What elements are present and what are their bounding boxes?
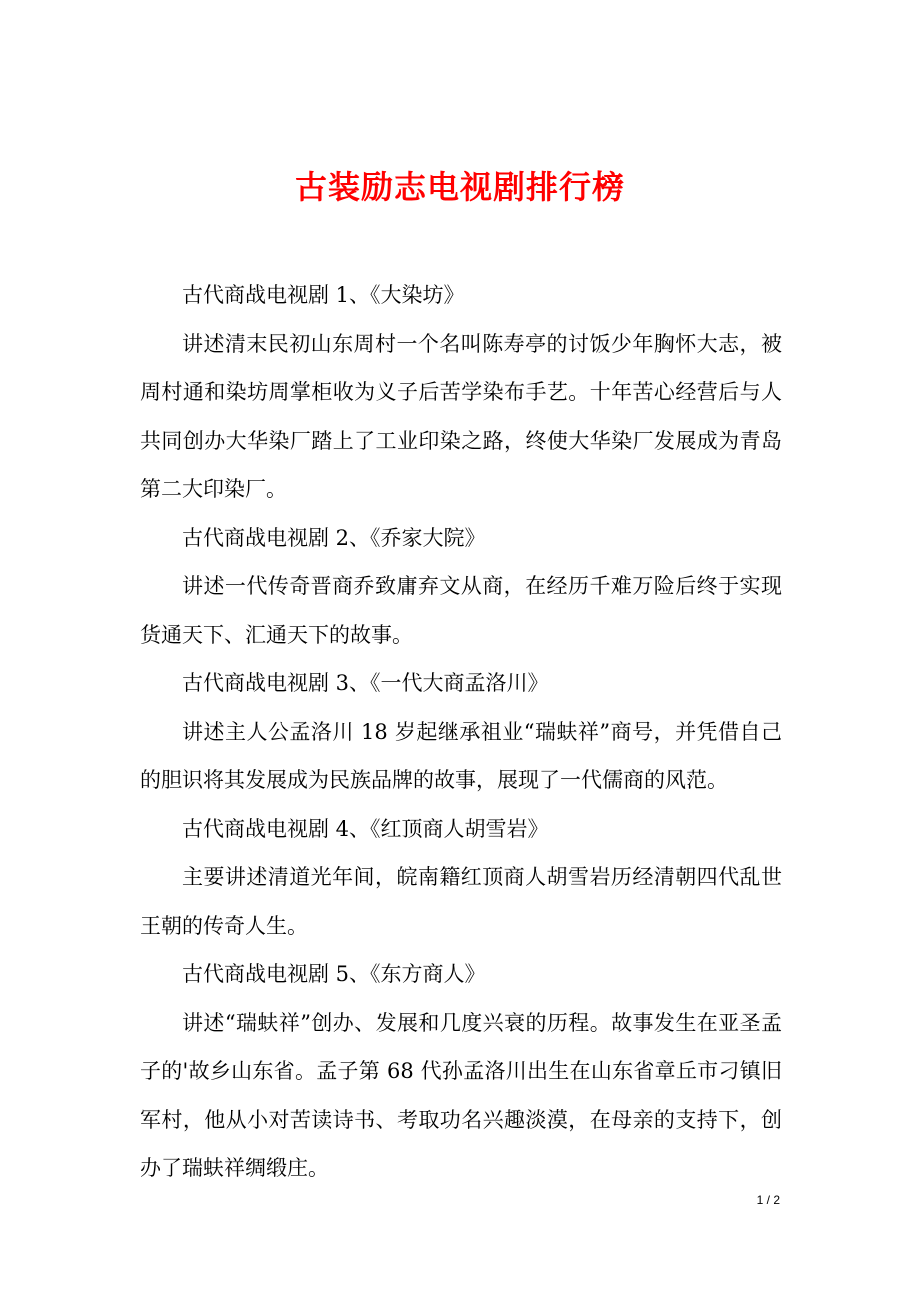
section-heading-1: 古代商战电视剧 1、《大染坊》 bbox=[182, 283, 465, 307]
section-heading-4: 古代商战电视剧 4、《红顶商人胡雪岩》 bbox=[182, 816, 549, 841]
section-body-2: 讲述一代传奇晋商乔致庸弃文从商，在经历千难万险后终于实现货通天下、汇通天下的故事。 bbox=[140, 574, 782, 647]
section-heading-5: 古代商战电视剧 5、《东方商人》 bbox=[182, 962, 486, 986]
document-content bbox=[140, 271, 782, 1193]
section-heading-3: 古代商战电视剧 3、《一代大商孟洛川》 bbox=[182, 671, 549, 695]
document-title: 古装励志电视剧排行榜 bbox=[294, 168, 625, 207]
section-body-5: 讲述“瑞蚨祥”创办、发展和几度兴衰的历程。故事发生在亚圣孟子的'故乡山东省。孟子第 68 代孙孟洛川出生在山东省章丘市刁镇旧军村，他从小对苦读诗书、考取功名兴趣淡漠，在母亲的支持下，创办了瑞蚨祥绸缎庄。 bbox=[140, 1010, 782, 1180]
page-number: 1 / 2 bbox=[756, 1193, 780, 1207]
section-body-4: 主要讲述清道光年间，皖南籍红顶商人胡雪岩历经清朝四代乱世王朝的传奇人生。 bbox=[140, 865, 782, 938]
section-heading-2: 古代商战电视剧 2、《乔家大院》 bbox=[182, 525, 486, 550]
section-body-3: 讲述主人公孟洛川 18 岁起继承祖业“瑞蚨祥”商号，并凭借自己的胆识将其发展成为民族品牌的故事，展现了一代儒商的风范。 bbox=[140, 719, 782, 792]
section-body-1: 讲述清末民初山东周村一个名叫陈寿亭的讨饭少年胸怀大志，被周村通和染坊周掌柜收为义子后苦学染布手艺。十年苦心经营后与人共同创办大华染厂踏上了工业印染之路，终使大华染厂发展成为青岛第二大印染厂。 bbox=[140, 331, 782, 501]
